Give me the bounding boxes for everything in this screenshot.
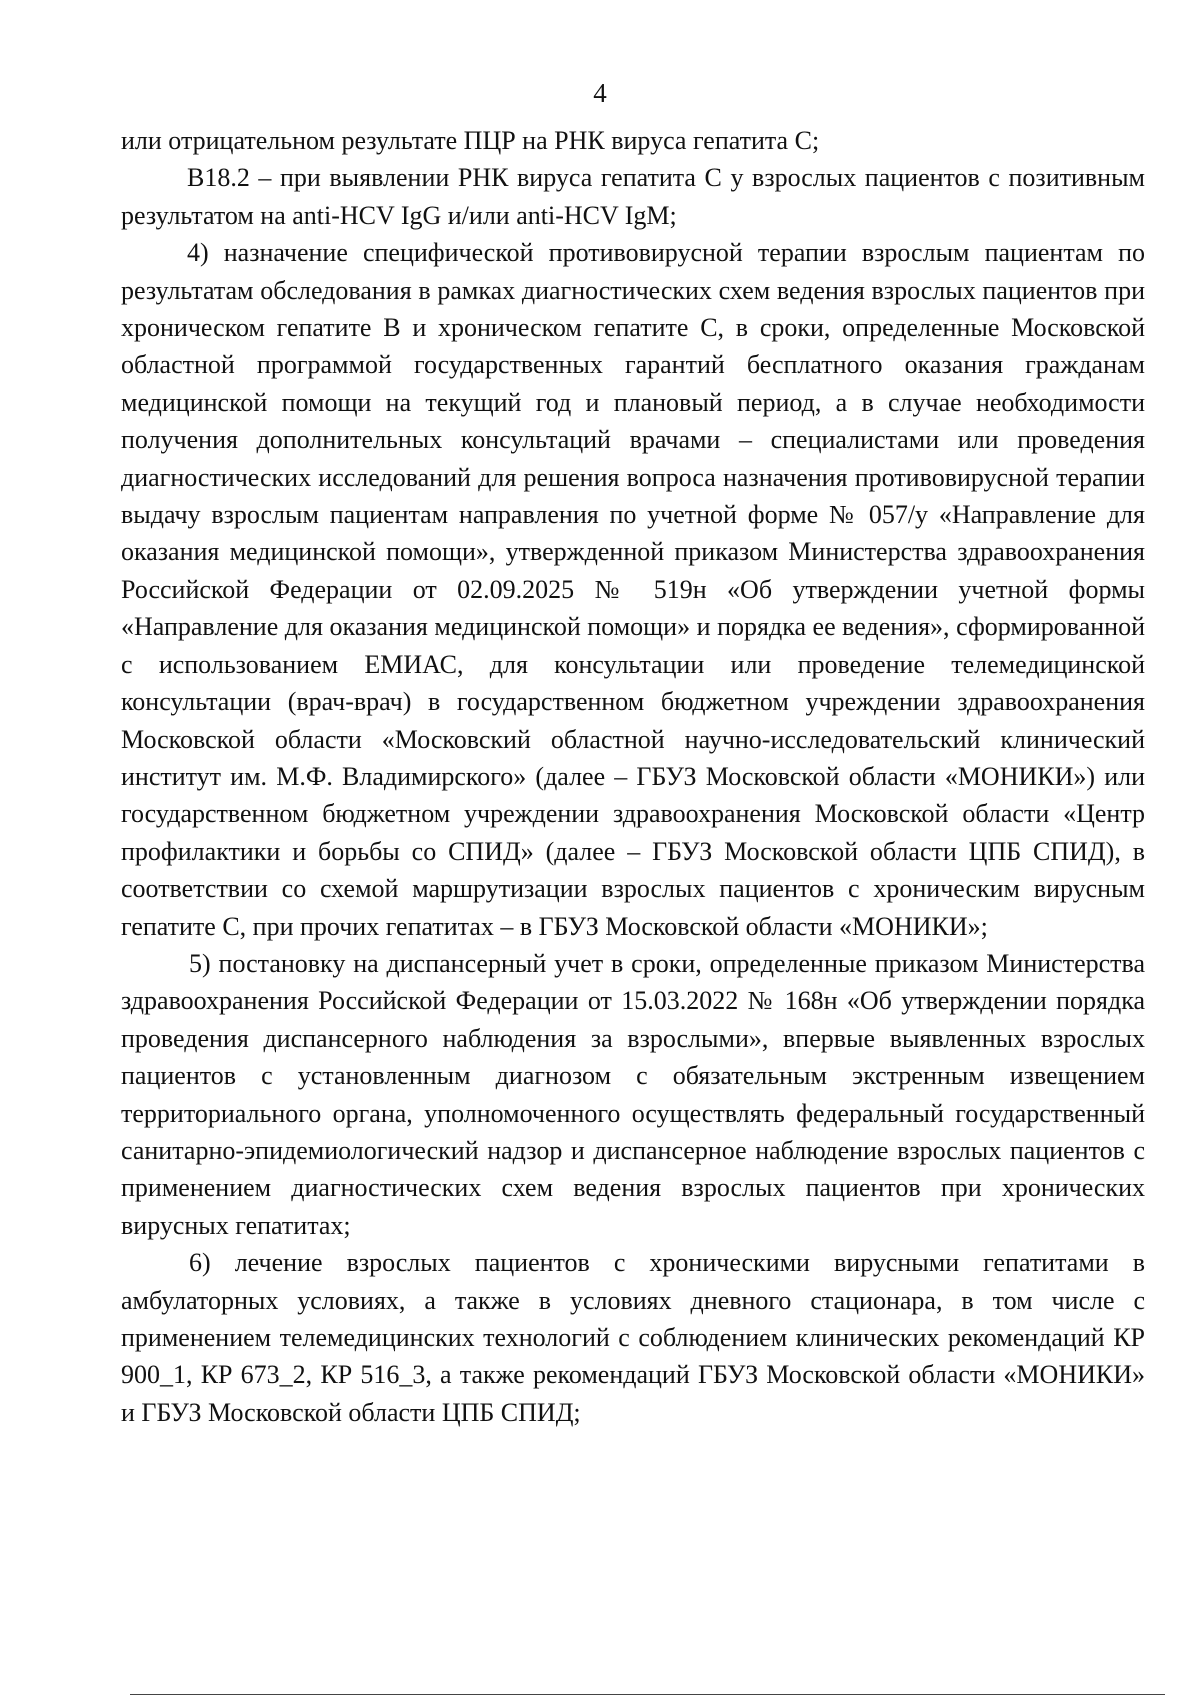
page-number: 4 — [593, 78, 607, 108]
paragraph-item-5: 5) постановку на диспансерный учет в сроки, определенные приказом Министерства здравоохранения Российской Федерации от 15.03.2022 № 168н «Об утверждении порядка проведения диспансерного наблюдения за взрослыми», впервые выявленных взрослых пациентов с установленным диагнозом с обязательным экстренным извещением территориального органа, уполномоченного осуществлять федеральный государственный санитарно-эпидемиологический надзор и диспансерное наблюдение взрослых пациентов с применением диагностических схем ведения взрослых пациентов при хронических вирусных гепатитах; — [121, 948, 1145, 1240]
bottom-divider — [130, 1694, 1165, 1695]
paragraph-continuation: или отрицательном результате ПЦР на РНК вируса гепатита С; — [121, 126, 820, 155]
paragraph-item-6: 6) лечение взрослых пациентов с хроническими вирусными гепатитами в амбулаторных условиях, а также в условиях дневного стационара, в том числе с применением телемедицинских технологий с соблюдением клинических рекомендаций КР 900_1, КР 673_2, КР 516_3, а также рекомендаций ГБУЗ Московской области «МОНИКИ» и ГБУЗ Московской области ЦПБ СПИД; — [121, 1248, 1145, 1427]
paragraph-b18-2: В18.2 – при выявлении РНК вируса гепатита С у взрослых пациентов с позитивным результатом на anti-HCV IgG и/или anti-HCV IgM; — [121, 163, 1145, 230]
document-body — [121, 122, 1145, 1431]
paragraph-item-4: 4) назначение специфической противовирусной терапии взрослым пациентам по результатам обследования в рамках диагностических схем ведения взрослых пациентов при хроническом гепатите В и хроническом гепатите С, в сроки, определенные Московской областной программой государственных гарантий бесплатного оказания гражданам медицинской помощи на текущий год и плановый период, а в случае необходимости получения дополнительных консультаций врачами – специалистами или проведения диагностических исследований для решения вопроса назначения противовирусной терапии выдачу взрослым пациентам направления по учетной форме № 057/у «Направление для оказания медицинской помощи», утвержденной приказом Министерства здравоохранения Российской Федерации от 02.09.2025 № 519н «Об утверждении учетной формы «Направление для оказания медицинской помощи» и порядка ее ведения», сформированной с использованием ЕМИАС, для консультации или проведение телемедицинской консультации (врач-врач) в государственном бюджетном учреждении здравоохранения Московской области «Московский областной научно-исследовательский клинический институт им. М.Ф. Владимирского» (далее – ГБУЗ Московской области «МОНИКИ») или государственном бюджетном учреждении здравоохранения Московской области «Центр профилактики и борьбы со СПИД» (далее – ГБУЗ Московской области ЦПБ СПИД), в соответствии со схемой маршрутизации взрослых пациентов с хроническим вирусным гепатите С, при прочих гепатитах – в ГБУЗ Московской области «МОНИКИ»; — [121, 238, 1145, 941]
